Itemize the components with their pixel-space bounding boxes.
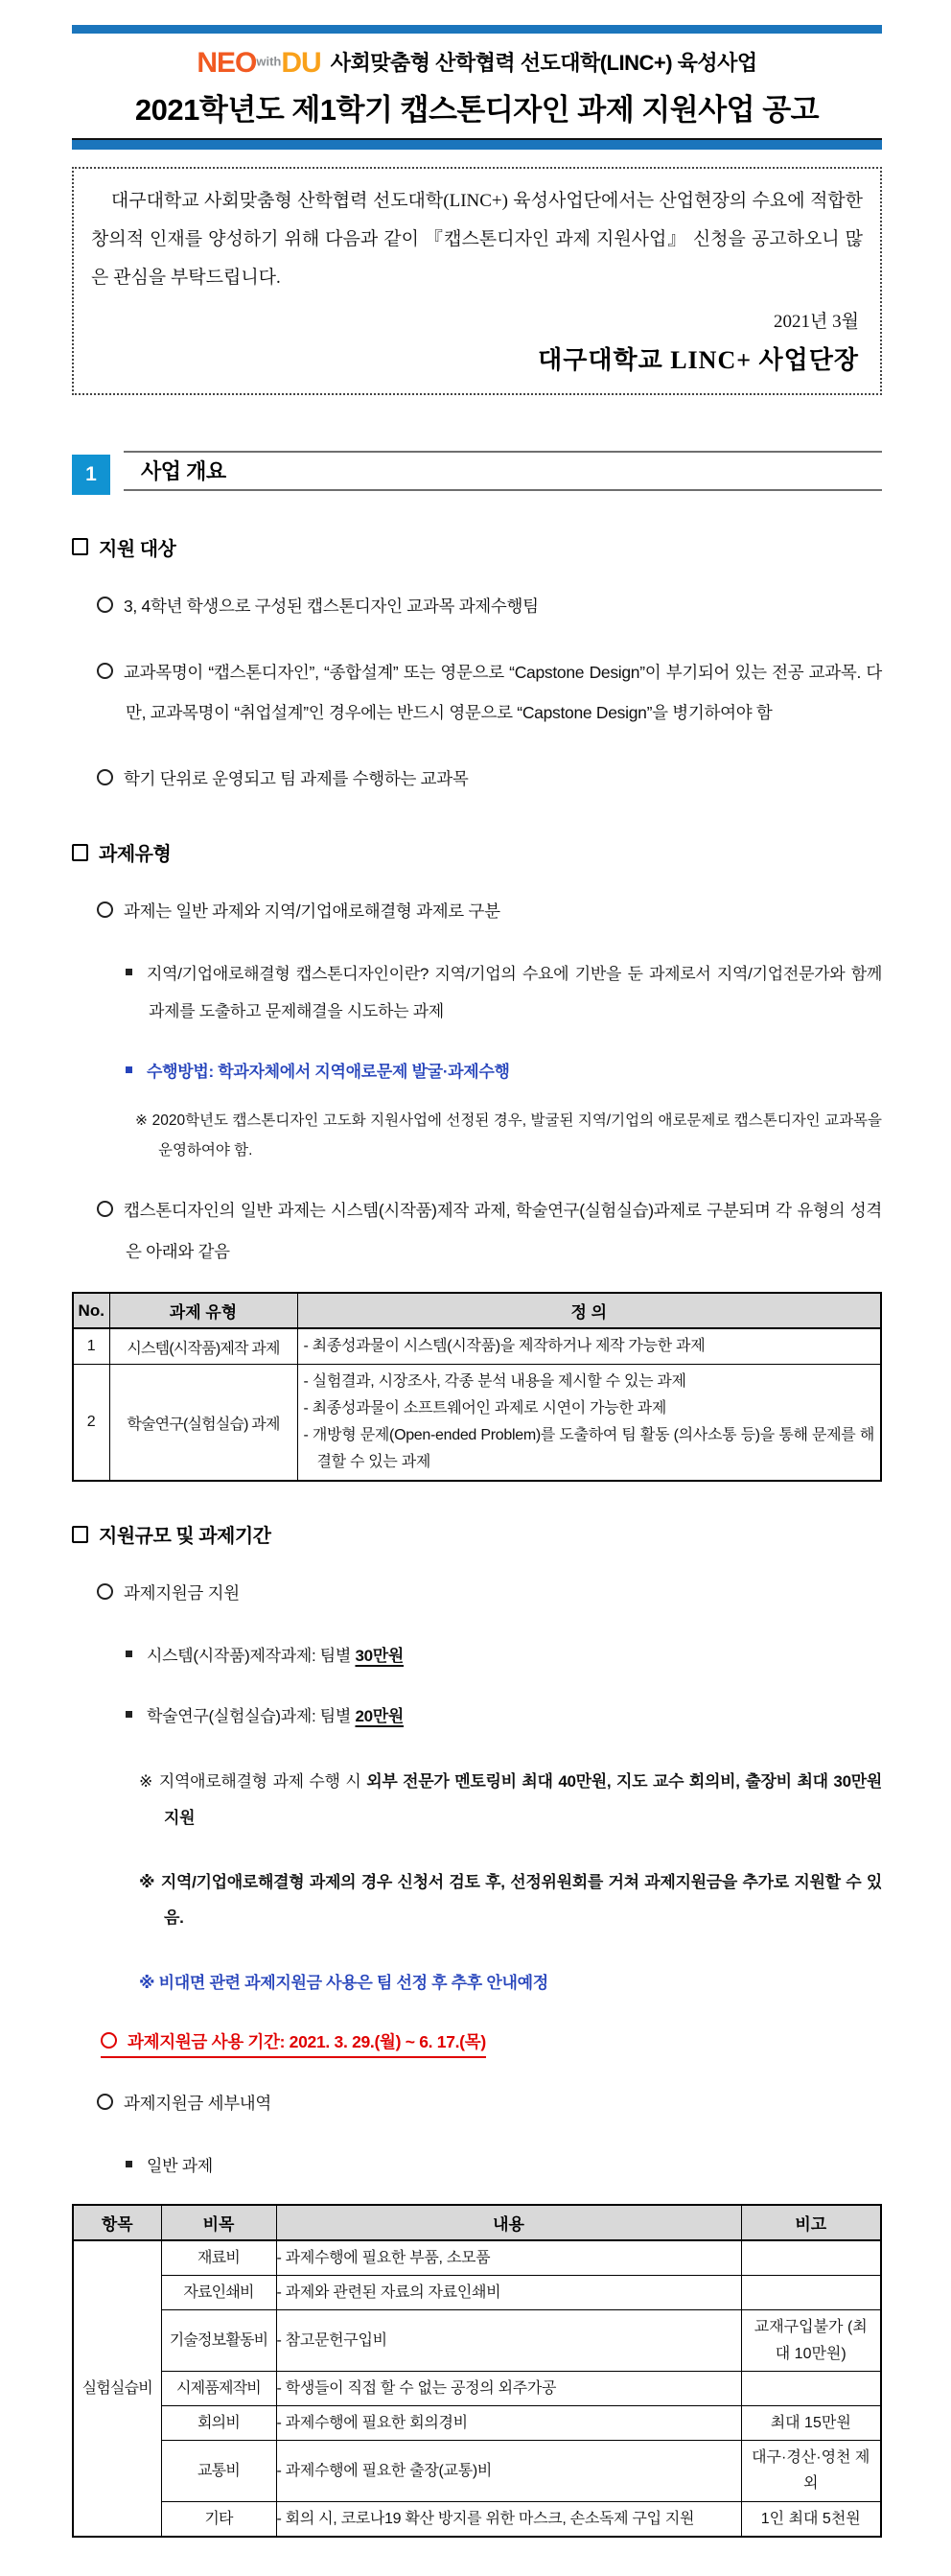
page-title: 2021학년도 제1학기 캡스톤디자인 과제 지원사업 공고 <box>134 93 820 127</box>
budget-row-2-item: 자료인쇄비 <box>161 2276 276 2310</box>
support-target-item-3 <box>97 759 882 800</box>
neo-with-du-logo <box>197 47 320 80</box>
task-type-method-text: 수행방법: 학과자체에서 지역애로문제 발굴·과제수행 <box>147 1063 510 1082</box>
budget-row-5-desc: - 과제수행에 필요한 회의경비 <box>276 2406 741 2441</box>
budget-row-6-note: 대구·경산·영천 제외 <box>741 2441 881 2501</box>
col-header-category: 항목 <box>73 2205 161 2240</box>
scale-sub-2 <box>126 1698 882 1735</box>
support-target-item-1 <box>97 586 882 627</box>
program-name: 사회맞춤형 산학협력 선도대학(LINC+) 육성사업 <box>330 51 757 75</box>
section-title: 사업 개요 <box>141 459 226 484</box>
task-type-item-2-text: 캡스톤디자인의 일반 과제는 시스템(시작품)제작 과제, 학술연구(실험실습)과제로 구분되며 각 유형의 성격은 아래와 같음 <box>124 1201 882 1262</box>
section-title-rule <box>124 451 882 491</box>
task-type-item-2 <box>97 1190 882 1273</box>
table-row <box>73 2371 881 2405</box>
circle-bullet-icon <box>101 2032 117 2049</box>
budget-row-5-note: 최대 15만원 <box>741 2406 881 2441</box>
row-1-defs <box>297 1328 881 1365</box>
funding-period-line <box>101 2029 486 2058</box>
intro-date: 2021년 3월 <box>774 311 859 332</box>
heading-task-type <box>72 838 882 866</box>
heading-scale-period-label: 지원규모 및 과제기간 <box>99 1526 271 1548</box>
budget-row-4-desc: - 학생들이 직접 할 수 없는 공정의 외주가공 <box>276 2371 741 2405</box>
scale-item-1 <box>97 1573 882 1614</box>
header-logo-row <box>72 47 882 80</box>
definition-line: - 최종성과물이 소프트웨어인 과제로 시연이 가능한 과제 <box>303 1400 666 1417</box>
intro-paragraph: 대구대학교 사회맞춤형 산학협력 선도대학(LINC+) 육성사업단에서는 산업현장의 수요에 적합한 창의적 인재를 양성하기 위해 다음과 같이 『캡스톤디자인 과제 지원사업』 신청을 공고하오니 많은 관심을 부탁드립니다. <box>91 191 863 288</box>
scale-note-1 <box>139 1764 882 1836</box>
period-line-wrap <box>72 2001 882 2058</box>
scale-item-2-text: 과제지원금 세부내역 <box>124 2094 272 2114</box>
hollow-square-icon <box>72 538 88 555</box>
funding-period-text: 과제지원금 사용 기간: 2021. 3. 29.(월) ~ 6. 17.(목) <box>128 2032 486 2052</box>
budget-row-2-note <box>741 2276 881 2310</box>
circle-bullet-icon <box>97 1201 113 1217</box>
budget-row-4-note <box>741 2371 881 2405</box>
budget-detail-table <box>72 2204 882 2538</box>
circle-bullet-icon <box>97 2094 113 2110</box>
circle-bullet-icon <box>97 663 113 679</box>
task-type-sub-2 <box>126 1053 882 1090</box>
hollow-square-icon <box>72 844 88 861</box>
scale-sub-2-amount: 20만원 <box>355 1707 405 1726</box>
budget-row-3-note: 교재구입불가 (최대 10만원) <box>741 2310 881 2371</box>
task-type-item-1 <box>97 891 882 932</box>
budget-row-6-item: 교통비 <box>161 2441 276 2501</box>
definition-line: - 개방형 문제(Open-ended Problem)를 도출하여 팀 활동 (의사소통 등)을 통해 문제를 해결할 수 있는 과제 <box>303 1427 874 1471</box>
row-2-no: 2 <box>73 1365 109 1482</box>
table-row <box>73 2406 881 2441</box>
heading-scale-period <box>72 1520 882 1548</box>
table-row <box>73 2501 881 2537</box>
row-2-defs <box>297 1365 881 1482</box>
table-header-row <box>73 1293 881 1328</box>
scale-note-2: ※ 지역/기업애로해결형 과제의 경우 신청서 검토 후, 선정위원회를 거쳐 과제지원금을 추가로 지원할 수 있음. <box>139 1872 882 1928</box>
col-header-type: 과제 유형 <box>109 1293 297 1328</box>
support-target-item-2-text: 교과목명이 “캡스톤디자인”, “종합설계” 또는 영문으로 “Capstone Design”이 부기되어 있는 전공 교과목. 다만, 교과목명이 “취업설계”인 경우에는 반드시 영문으로 “Capstone Design”을 병기하여야 함 <box>124 662 882 723</box>
col-header-no: No. <box>73 1293 109 1328</box>
heading-task-type-label: 과제유형 <box>99 844 172 866</box>
square-bullet-icon <box>126 1651 132 1657</box>
definition-line: - 실험결과, 시장조사, 각종 분석 내용을 제시할 수 있는 과제 <box>303 1373 686 1391</box>
scale-sub-3 <box>126 2147 882 2185</box>
row-1-no: 1 <box>73 1328 109 1365</box>
budget-row-3-item: 기술정보활동비 <box>161 2310 276 2371</box>
budget-row-7-desc: - 회의 시, 코로나19 확산 방지를 위한 마스크, 손소독제 구입 지원 <box>276 2501 741 2537</box>
table-row <box>73 2310 881 2371</box>
budget-row-1-note <box>741 2240 881 2276</box>
scale-sub-1-amount: 30만원 <box>355 1646 405 1665</box>
table-row <box>73 1328 881 1365</box>
table-row <box>73 2240 881 2276</box>
budget-row-7-note: 1인 최대 5천원 <box>741 2501 881 2537</box>
hollow-square-icon <box>72 1526 88 1543</box>
scale-sub-1 <box>126 1637 882 1674</box>
support-target-item-1-text: 3, 4학년 학생으로 구성된 캡스톤디자인 교과목 과제수행팀 <box>124 596 539 616</box>
intro-signer: 대구대학교 LINC+ 사업단장 <box>538 345 859 374</box>
circle-bullet-icon <box>97 902 113 918</box>
square-bullet-icon <box>126 1711 132 1718</box>
scale-note-3: ※ 비대면 관련 과제지원금 사용은 팀 선정 후 추후 안내예정 <box>139 1973 548 1992</box>
title-underline-bar <box>72 138 882 150</box>
heading-support-target-label: 지원 대상 <box>99 538 176 560</box>
budget-row-4-item: 시제품제작비 <box>161 2371 276 2405</box>
row-2-type: 학술연구(실험실습) 과제 <box>109 1365 297 1482</box>
budget-row-3-desc: - 참고문헌구입비 <box>276 2310 741 2371</box>
task-type-table <box>72 1292 882 1482</box>
section-1-header <box>72 455 882 495</box>
table-row <box>73 2276 881 2310</box>
intro-box <box>72 167 882 395</box>
budget-row-1-desc: - 과제수행에 필요한 부품, 소모품 <box>276 2240 741 2276</box>
task-type-note: ※ 2020학년도 캡스톤디자인 고도화 지원사업에 선정된 경우, 발굴된 지역/기업의 애로문제로 캡스톤디자인 교과목을 운영하여야 함. <box>135 1112 882 1159</box>
logo-du-text: DU <box>281 47 321 79</box>
col-header-remark: 비고 <box>741 2205 881 2240</box>
table-row <box>73 1365 881 1482</box>
table-row <box>73 2441 881 2501</box>
circle-bullet-icon <box>97 769 113 785</box>
support-target-item-2 <box>97 652 882 735</box>
logo-with-text: with <box>256 54 282 69</box>
row-1-type: 시스템(시작품)제작 과제 <box>109 1328 297 1365</box>
support-target-item-3-text: 학기 단위로 운영되고 팀 과제를 수행하는 교과목 <box>124 769 469 789</box>
scale-item-2 <box>97 2083 882 2124</box>
square-bullet-icon <box>126 1066 132 1073</box>
task-type-item-1-text: 과제는 일반 과제와 지역/기업애로해결형 과제로 구분 <box>124 902 500 922</box>
budget-row-6-desc: - 과제수행에 필요한 출장(교통)비 <box>276 2441 741 2501</box>
scale-sub-3-text: 일반 과제 <box>147 2156 213 2175</box>
definition-line: - 최종성과물이 시스템(시작품)을 제작하거나 제작 가능한 과제 <box>303 1338 706 1355</box>
col-header-definition: 정 의 <box>297 1293 881 1328</box>
scale-note-1-prefix: ※ 지역애로해결형 과제 수행 시 <box>139 1772 367 1791</box>
budget-row-2-desc: - 과제와 관련된 자료의 자료인쇄비 <box>276 2276 741 2310</box>
square-bullet-icon <box>126 2161 132 2167</box>
circle-bullet-icon <box>97 597 113 613</box>
col-header-content: 내용 <box>276 2205 741 2240</box>
task-type-sub-1 <box>126 955 882 1030</box>
budget-row-7-item: 기타 <box>161 2501 276 2537</box>
budget-row-5-item: 회의비 <box>161 2406 276 2441</box>
circle-bullet-icon <box>97 1583 113 1600</box>
square-bullet-icon <box>126 969 132 975</box>
scale-note-1-bold: 외부 전문가 멘토링비 최대 40만원, 지도 교수 회의비, 출장비 최대 30만원 지원 <box>164 1772 882 1827</box>
col-header-expense: 비목 <box>161 2205 276 2240</box>
heading-support-target <box>72 533 882 561</box>
top-blue-bar <box>72 25 882 34</box>
scale-sub-1-text: 시스템(시작품)제작과제: 팀별 <box>147 1646 356 1665</box>
budget-row-1-item: 재료비 <box>161 2240 276 2276</box>
scale-sub-2-text: 학술연구(실험실습)과제: 팀별 <box>147 1707 356 1726</box>
budget-category-cell: 실험실습비 <box>73 2240 161 2537</box>
section-number-badge: 1 <box>72 455 110 495</box>
scale-item-1-text: 과제지원금 지원 <box>124 1583 240 1604</box>
logo-neo-text: NEO <box>197 47 257 79</box>
task-type-sub-1-text: 지역/기업애로해결형 캡스톤디자인이란? 지역/기업의 수요에 기반을 둔 과제로서 지역/기업전문가와 함께 과제를 도출하고 문제해결을 시도하는 과제 <box>147 965 882 1021</box>
table-header-row <box>73 2205 881 2240</box>
